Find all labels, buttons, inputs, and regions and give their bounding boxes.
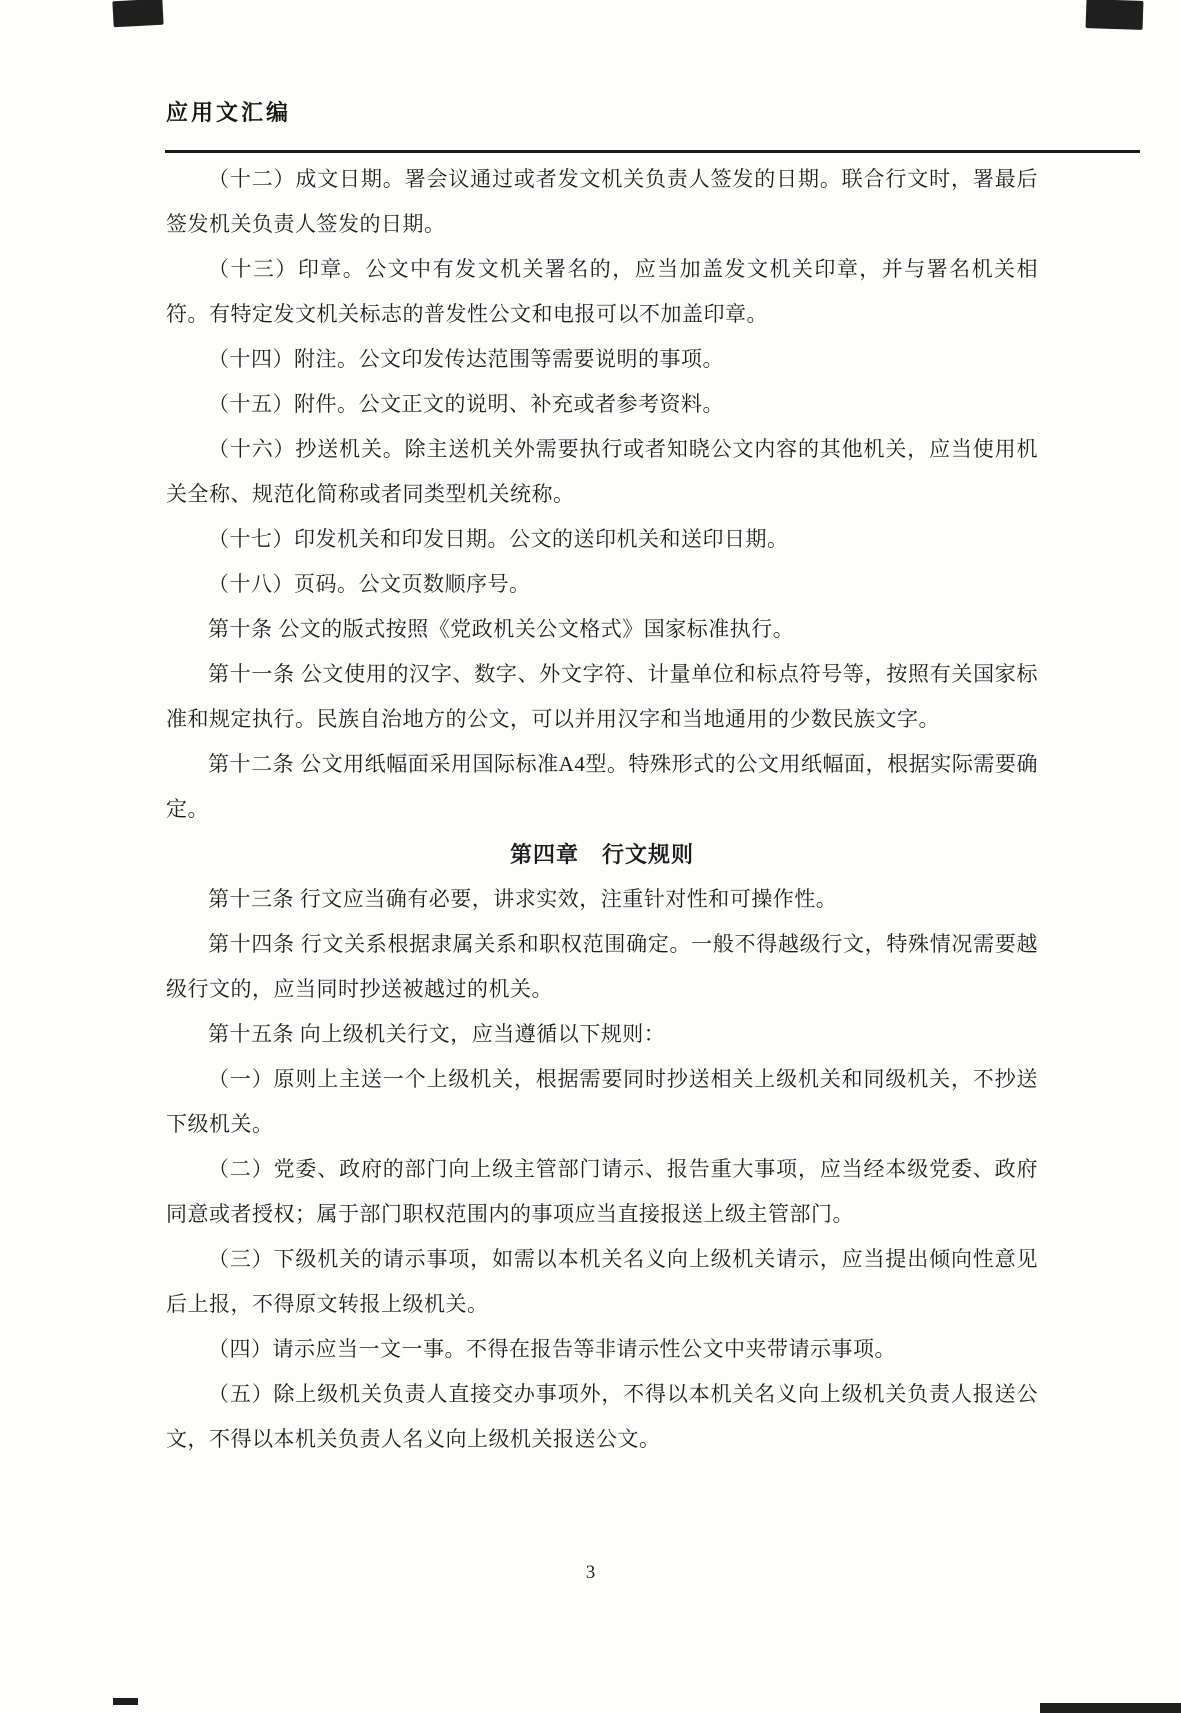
paragraph: （十三）印章。公文中有发文机关署名的，应当加盖发文机关印章，并与署名机关相符。有特定发文机关标志的普发性公文和电报可以不加盖印章。 xyxy=(166,257,1038,326)
document-body xyxy=(166,157,1038,1462)
paragraph: （十二）成文日期。署会议通过或者发文机关负责人签发的日期。联合行文时，署最后签发机关负责人签发的日期。 xyxy=(166,167,1038,236)
paragraph: 第十四条 行文关系根据隶属关系和职权范围确定。一般不得越级行文，特殊情况需要越级行文的，应当同时抄送被越过的机关。 xyxy=(166,932,1038,1001)
scan-artifact-bottom-right xyxy=(1040,1703,1181,1713)
paragraph: （三）下级机关的请示事项，如需以本机关名义向上级机关请示，应当提出倾向性意见后上报，不得原文转报上级机关。 xyxy=(166,1247,1038,1316)
header-rule xyxy=(165,150,1140,153)
paragraph: （一）原则上主送一个上级机关，根据需要同时抄送相关上级机关和同级机关，不抄送下级机关。 xyxy=(166,1067,1038,1136)
scan-artifact-top-left xyxy=(112,0,163,27)
paragraph: （四）请示应当一文一事。不得在报告等非请示性公文中夹带请示事项。 xyxy=(208,1337,896,1361)
paragraph: 第十条 公文的版式按照《党政机关公文格式》国家标准执行。 xyxy=(208,617,795,641)
paragraph: 第十一条 公文使用的汉字、数字、外文字符、计量单位和标点符号等，按照有关国家标准和规定执行。民族自治地方的公文，可以并用汉字和当地通用的少数民族文字。 xyxy=(166,662,1038,731)
paragraph: 第十五条 向上级机关行文，应当遵循以下规则： xyxy=(208,1022,666,1046)
paragraph: （二）党委、政府的部门向上级主管部门请示、报告重大事项，应当经本级党委、政府同意或者授权；属于部门职权范围内的事项应当直接报送上级主管部门。 xyxy=(166,1157,1038,1226)
paragraph: 第十二条 公文用纸幅面采用国际标准A4型。特殊形式的公文用纸幅面，根据实际需要确定。 xyxy=(166,752,1038,821)
paragraph: （十六）抄送机关。除主送机关外需要执行或者知晓公文内容的其他机关，应当使用机关全称、规范化简称或者同类型机关统称。 xyxy=(166,437,1038,506)
paragraph: （十四）附注。公文印发传达范围等需要说明的事项。 xyxy=(208,347,724,371)
paragraph: （十八）页码。公文页数顺序号。 xyxy=(208,572,531,596)
paragraph: （五）除上级机关负责人直接交办事项外，不得以本机关名义向上级机关负责人报送公文，不得以本机关负责人名义向上级机关报送公文。 xyxy=(166,1382,1038,1451)
paragraph: 第十三条 行文应当确有必要，讲求实效，注重针对性和可操作性。 xyxy=(208,887,838,911)
paragraph: （十五）附件。公文正文的说明、补充或者参考资料。 xyxy=(208,392,724,416)
scan-artifact-bottom-left xyxy=(113,1698,138,1705)
page-number: 3 xyxy=(585,1562,596,1583)
chapter-heading: 第四章 行文规则 xyxy=(509,842,694,867)
scan-artifact-top-right xyxy=(1086,0,1144,30)
running-header-title: 应用文汇编 xyxy=(166,100,292,125)
paragraph: （十七）印发机关和印发日期。公文的送印机关和送印日期。 xyxy=(208,527,789,551)
